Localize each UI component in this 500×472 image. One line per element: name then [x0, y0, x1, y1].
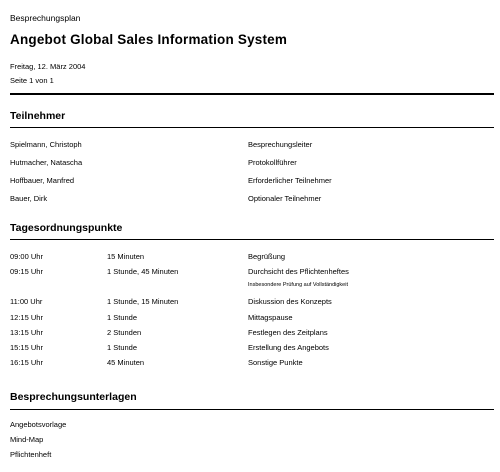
- materials-heading: Besprechungsunterlagen: [10, 391, 137, 403]
- agenda-time: 09:00 Uhr: [10, 252, 43, 261]
- agenda-time: 11:00 Uhr: [10, 297, 43, 306]
- participant-role: Erforderlicher Teilnehmer: [248, 176, 332, 185]
- agenda-topic: Mittagspause: [248, 313, 293, 322]
- document-title: Angebot Global Sales Information System: [10, 32, 288, 47]
- participants-divider: [10, 127, 494, 128]
- material-item: Angebotsvorlage: [10, 420, 67, 429]
- participant-name: Hutmacher, Natascha: [10, 158, 83, 167]
- material-item: Pflichtenheft: [10, 450, 52, 459]
- agenda-duration: 1 Stunde, 15 Minuten: [107, 297, 179, 306]
- agenda-time: 15:15 Uhr: [10, 343, 43, 352]
- agenda-time: 13:15 Uhr: [10, 328, 43, 337]
- agenda-topic: Diskussion des Konzepts: [248, 297, 332, 306]
- agenda-heading: Tagesordnungspunkte: [10, 222, 123, 234]
- participant-role: Optionaler Teilnehmer: [248, 194, 322, 203]
- agenda-time: 12:15 Uhr: [10, 313, 43, 322]
- agenda-topic: Begrüßung: [248, 252, 286, 261]
- participant-name: Bauer, Dirk: [10, 194, 48, 203]
- agenda-topic: Festlegen des Zeitplans: [248, 328, 328, 337]
- header-divider: [10, 93, 494, 95]
- document-type-label: Besprechungsplan: [10, 13, 81, 23]
- participant-name: Spielmann, Christoph: [10, 140, 82, 149]
- agenda-duration: 2 Stunden: [107, 328, 142, 337]
- agenda-duration: 1 Stunde: [107, 313, 138, 322]
- meeting-date: Freitag, 12. März 2004: [10, 62, 86, 71]
- agenda-time: 16:15 Uhr: [10, 358, 43, 367]
- participant-role: Besprechungsleiter: [248, 140, 313, 149]
- materials-divider: [10, 409, 494, 410]
- material-item: Mind-Map: [10, 435, 44, 444]
- agenda-note: Insbesondere Prüfung auf Vollständigkeit: [248, 282, 348, 288]
- participant-role: Protokollführer: [248, 158, 297, 167]
- page-indicator: Seite 1 von 1: [10, 76, 54, 85]
- agenda-topic: Sonstige Punkte: [248, 358, 303, 367]
- agenda-duration: 1 Stunde, 45 Minuten: [107, 267, 179, 276]
- agenda-topic: Erstellung des Angebots: [248, 343, 329, 352]
- agenda-time: 09:15 Uhr: [10, 267, 43, 276]
- agenda-topic: Durchsicht des Pflichtenheftes: [248, 267, 349, 276]
- participants-heading: Teilnehmer: [10, 110, 66, 122]
- participant-name: Hoffbauer, Manfred: [10, 176, 75, 185]
- agenda-duration: 1 Stunde: [107, 343, 138, 352]
- agenda-divider: [10, 239, 494, 240]
- agenda-duration: 45 Minuten: [107, 358, 145, 367]
- agenda-duration: 15 Minuten: [107, 252, 145, 261]
